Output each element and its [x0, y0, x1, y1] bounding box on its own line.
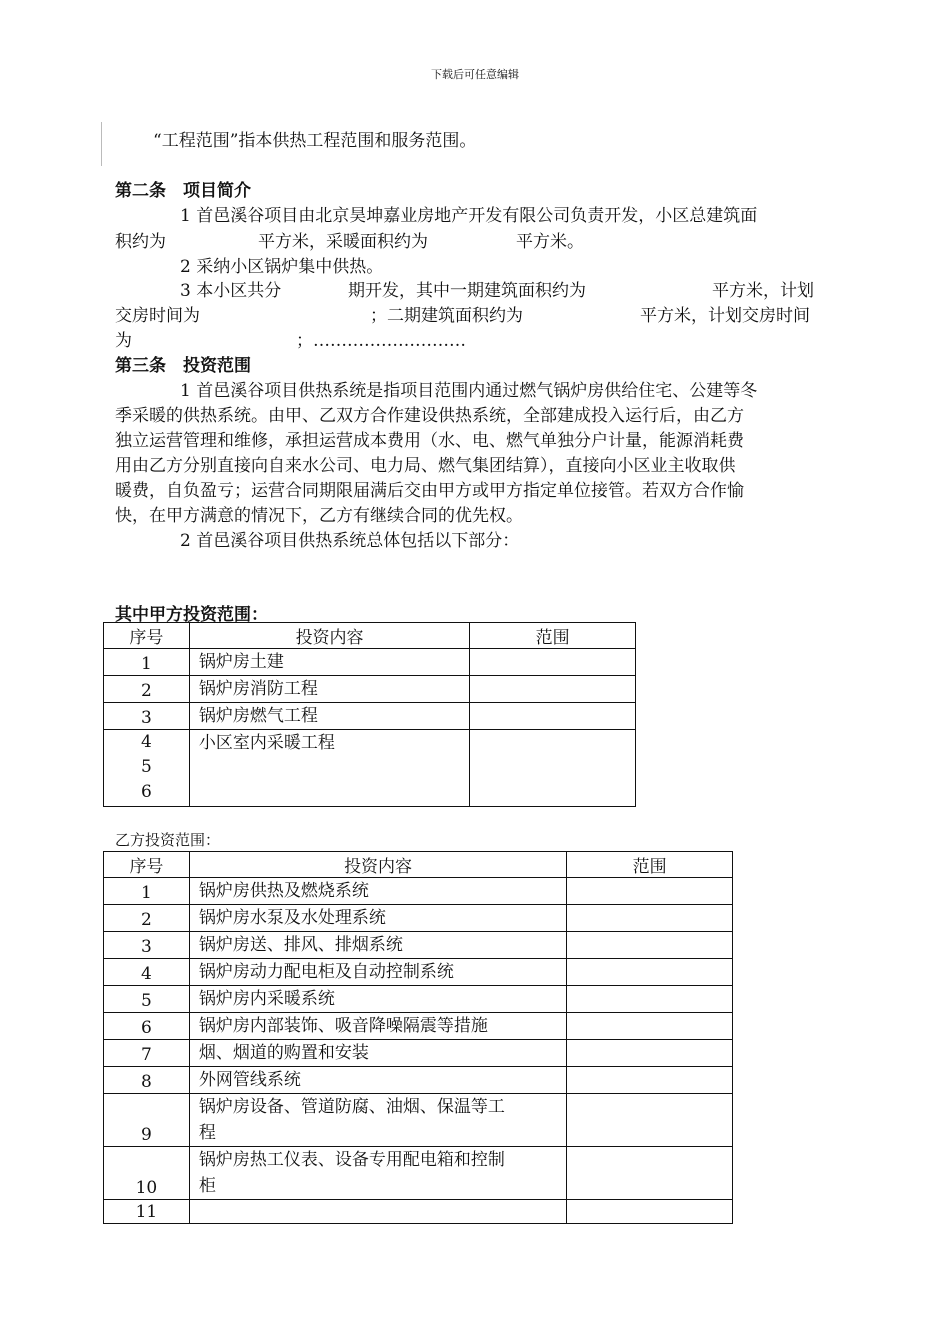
row-no: 1	[104, 878, 190, 905]
row-scope	[567, 986, 733, 1013]
row-no: 2	[104, 676, 190, 703]
col-header-no: 序号	[104, 852, 190, 878]
table-b	[103, 851, 733, 1224]
row-content: 锅炉房动力配电柜及自动控制系统	[189, 959, 566, 986]
table-b-title: 乙方投资范围：	[115, 831, 221, 849]
row-content-line: 锅炉房设备、管道防腐、油烟、保温等工	[198, 1097, 505, 1117]
col-header-content: 投资内容	[189, 852, 566, 878]
row-content: 烟、烟道的购置和安装	[189, 1040, 566, 1067]
table-row	[104, 649, 636, 676]
row-no: 7	[104, 1040, 190, 1067]
table-row	[104, 1094, 733, 1147]
row-no: 1	[104, 649, 190, 676]
art2-p3-line2-b: ；二期建筑面积约为	[370, 306, 523, 326]
row-content: 外网管线系统	[189, 1067, 566, 1094]
table-row	[104, 1147, 733, 1200]
row-content: 锅炉房水泵及水处理系统	[189, 905, 566, 932]
row-content-line: 程	[198, 1123, 216, 1143]
row-content	[189, 1200, 566, 1224]
row-no: 6	[141, 782, 152, 802]
table-row	[104, 1067, 733, 1094]
intro-line: “工程范围”指本供热工程范围和服务范围。	[153, 131, 477, 151]
table-a-title: 其中甲方投资范围：	[115, 605, 268, 625]
table-row	[104, 1040, 733, 1067]
row-content: 锅炉房送、排风、排烟系统	[189, 932, 566, 959]
row-scope	[567, 1040, 733, 1067]
table-row	[104, 959, 733, 986]
table-row	[104, 1200, 733, 1224]
row-scope	[567, 878, 733, 905]
row-content: 锅炉房供热及燃烧系统	[189, 878, 566, 905]
row-scope	[567, 1147, 733, 1200]
col-header-scope: 范围	[567, 852, 733, 878]
article-2-heading: 第二条 项目简介	[115, 181, 251, 201]
art3-line: 1 首邑溪谷项目供热系统是指项目范围内通过燃气锅炉房供给住宅、公建等冬	[180, 381, 758, 401]
art2-p3-line3-b: ；………………………	[296, 331, 466, 351]
row-scope	[470, 703, 636, 730]
row-content: 锅炉房土建	[189, 649, 469, 676]
art2-p1-line2-b: 平方米，采暖面积约为	[258, 232, 428, 252]
row-scope	[567, 1200, 733, 1224]
art3-line: 快，在甲方满意的情况下，乙方有继续合同的优先权。	[115, 506, 523, 526]
row-content: 锅炉房内部装饰、吸音降噪隔震等措施	[189, 1013, 566, 1040]
row-content: 小区室内采暖工程	[189, 730, 469, 807]
table-header-row	[104, 623, 636, 649]
art3-line: 独立运营管理和维修，承担运营成本费用（水、电、燃气单独分户计量，能源消耗费	[115, 431, 744, 451]
row-scope	[567, 1094, 733, 1147]
row-no: 3	[104, 932, 190, 959]
art3-line: 2 首邑溪谷项目供热系统总体包括以下部分：	[180, 531, 520, 551]
margin-marker	[101, 122, 102, 166]
table-row	[104, 1013, 733, 1040]
table-row	[104, 905, 733, 932]
row-no: 11	[104, 1200, 190, 1224]
art2-p3-line1-b: 期开发，其中一期建筑面积约为	[348, 281, 586, 301]
row-scope	[470, 649, 636, 676]
table-row	[104, 878, 733, 905]
table-row	[104, 703, 636, 730]
row-no: 6	[104, 1013, 190, 1040]
row-content: 锅炉房内采暖系统	[189, 986, 566, 1013]
row-scope	[567, 1067, 733, 1094]
art2-p2: 2 采纳小区锅炉集中供热。	[180, 257, 384, 277]
row-no: 9	[104, 1094, 190, 1147]
row-content-line: 柜	[198, 1176, 216, 1196]
art2-p3-line2-c: 平方米，计划交房时间	[640, 306, 810, 326]
col-header-no: 序号	[104, 623, 190, 649]
row-content-line: 锅炉房热工仪表、设备专用配电箱和控制	[198, 1150, 505, 1170]
row-no: 10	[104, 1147, 190, 1200]
table-row-merged	[104, 730, 636, 807]
art3-line: 暖费，自负盈亏；运营合同期限届满后交由甲方或甲方指定单位接管。若双方合作愉	[115, 481, 744, 501]
row-scope	[567, 959, 733, 986]
row-no: 4	[141, 732, 152, 752]
row-content	[189, 1147, 566, 1200]
row-no: 3	[104, 703, 190, 730]
table-row	[104, 932, 733, 959]
article-3-heading: 第三条 投资范围	[115, 356, 251, 376]
row-no-group	[104, 730, 190, 807]
table-row	[104, 676, 636, 703]
row-no: 8	[104, 1067, 190, 1094]
table-row	[104, 986, 733, 1013]
table-a	[103, 622, 636, 807]
col-header-scope: 范围	[470, 623, 636, 649]
row-content: 锅炉房燃气工程	[189, 703, 469, 730]
art2-p3-line3-a: 为	[115, 331, 132, 351]
row-no: 5	[104, 986, 190, 1013]
row-scope	[567, 905, 733, 932]
art2-p1-line1: 1 首邑溪谷项目由北京昊坤嘉业房地产开发有限公司负责开发，小区总建筑面	[180, 206, 758, 226]
art2-p3-line1-c: 平方米，计划	[712, 281, 814, 301]
table-header-row	[104, 852, 733, 878]
row-scope	[470, 730, 636, 807]
row-content: 锅炉房消防工程	[189, 676, 469, 703]
page-header: 下载后可任意编辑	[431, 68, 519, 81]
row-scope	[567, 932, 733, 959]
row-scope	[470, 676, 636, 703]
row-no: 5	[141, 757, 152, 777]
row-no: 2	[104, 905, 190, 932]
row-scope	[567, 1013, 733, 1040]
row-content	[189, 1094, 566, 1147]
col-header-content: 投资内容	[189, 623, 469, 649]
art2-p3-line1-a: 3 本小区共分	[180, 281, 282, 301]
art2-p3-line2-a: 交房时间为	[115, 306, 200, 326]
art2-p1-line2-a: 积约为	[115, 232, 166, 252]
art3-line: 用由乙方分别直接向自来水公司、电力局、燃气集团结算），直接向小区业主收取供	[115, 456, 736, 476]
row-no: 4	[104, 959, 190, 986]
art2-p1-line2-c: 平方米。	[516, 232, 584, 252]
art3-line: 季采暖的供热系统。由甲、乙双方合作建设供热系统，全部建成投入运行后，由乙方	[115, 406, 744, 426]
